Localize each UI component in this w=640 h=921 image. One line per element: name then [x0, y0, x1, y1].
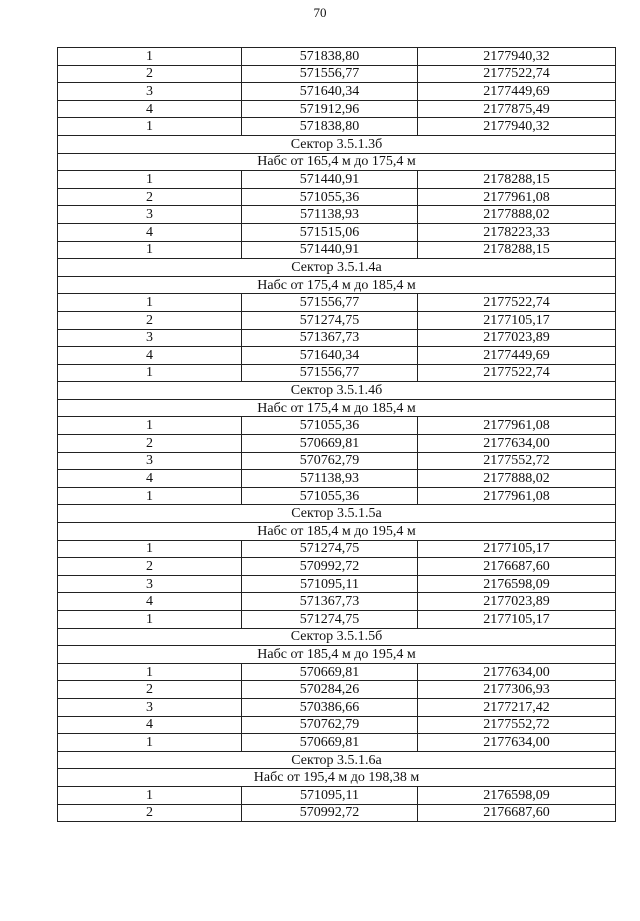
- x-coordinate: 571055,36: [242, 188, 418, 206]
- section-header-row: [58, 382, 616, 400]
- point-number: 2: [58, 188, 242, 206]
- point-number: 1: [58, 540, 242, 558]
- table-row: [58, 540, 616, 558]
- x-coordinate: 571367,73: [242, 329, 418, 347]
- x-coordinate: 571440,91: [242, 171, 418, 189]
- section-header-row: [58, 646, 616, 664]
- y-coordinate: 2177522,74: [418, 294, 616, 312]
- x-coordinate: 571274,75: [242, 540, 418, 558]
- table-row: [58, 558, 616, 576]
- table-row: [58, 188, 616, 206]
- y-coordinate: 2177634,00: [418, 663, 616, 681]
- table-row: [58, 804, 616, 822]
- x-coordinate: 570669,81: [242, 435, 418, 453]
- y-coordinate: 2177105,17: [418, 611, 616, 629]
- y-coordinate: 2177961,08: [418, 417, 616, 435]
- x-coordinate: 571138,93: [242, 470, 418, 488]
- x-coordinate: 570762,79: [242, 452, 418, 470]
- y-coordinate: 2177449,69: [418, 83, 616, 101]
- point-number: 2: [58, 804, 242, 822]
- table-row: [58, 575, 616, 593]
- table-row: [58, 241, 616, 259]
- section-header: Сектор 3.5.1.6а: [58, 751, 616, 769]
- table-row: [58, 65, 616, 83]
- x-coordinate: 571640,34: [242, 347, 418, 365]
- table-row: [58, 48, 616, 66]
- point-number: 1: [58, 118, 242, 136]
- x-coordinate: 570284,26: [242, 681, 418, 699]
- table-row: [58, 118, 616, 136]
- y-coordinate: 2176598,09: [418, 575, 616, 593]
- point-number: 4: [58, 347, 242, 365]
- table-row: [58, 698, 616, 716]
- section-header: Сектор 3.5.1.5б: [58, 628, 616, 646]
- y-coordinate: 2177023,89: [418, 593, 616, 611]
- x-coordinate: 571440,91: [242, 241, 418, 259]
- coordinates-table: [57, 47, 616, 822]
- table-row: [58, 470, 616, 488]
- table-row: [58, 83, 616, 101]
- section-header: Сектор 3.5.1.5а: [58, 505, 616, 523]
- y-coordinate: 2176687,60: [418, 804, 616, 822]
- table-row: [58, 716, 616, 734]
- section-header: Набс от 165,4 м до 175,4 м: [58, 153, 616, 171]
- point-number: 1: [58, 241, 242, 259]
- page-number: 70: [313, 5, 327, 20]
- coordinates-table-body: [58, 48, 616, 822]
- y-coordinate: 2177940,32: [418, 48, 616, 66]
- y-coordinate: 2177961,08: [418, 487, 616, 505]
- section-header-row: [58, 259, 616, 277]
- y-coordinate: 2177875,49: [418, 100, 616, 118]
- x-coordinate: 571274,75: [242, 311, 418, 329]
- section-header-row: [58, 135, 616, 153]
- y-coordinate: 2177023,89: [418, 329, 616, 347]
- table-row: [58, 435, 616, 453]
- x-coordinate: 571055,36: [242, 417, 418, 435]
- table-row: [58, 417, 616, 435]
- x-coordinate: 571556,77: [242, 65, 418, 83]
- section-header: Сектор 3.5.1.3б: [58, 135, 616, 153]
- table-row: [58, 171, 616, 189]
- y-coordinate: 2177105,17: [418, 311, 616, 329]
- section-header-row: [58, 399, 616, 417]
- table-row: [58, 786, 616, 804]
- point-number: 1: [58, 364, 242, 382]
- x-coordinate: 571095,11: [242, 786, 418, 804]
- x-coordinate: 570992,72: [242, 804, 418, 822]
- point-number: 3: [58, 698, 242, 716]
- section-header-row: [58, 751, 616, 769]
- point-number: 2: [58, 435, 242, 453]
- table-row: [58, 452, 616, 470]
- point-number: 4: [58, 223, 242, 241]
- y-coordinate: 2178223,33: [418, 223, 616, 241]
- x-coordinate: 571912,96: [242, 100, 418, 118]
- table-row: [58, 223, 616, 241]
- point-number: 4: [58, 593, 242, 611]
- section-header: Сектор 3.5.1.4а: [58, 259, 616, 277]
- section-header: Набс от 175,4 м до 185,4 м: [58, 276, 616, 294]
- table-row: [58, 611, 616, 629]
- point-number: 1: [58, 48, 242, 66]
- x-coordinate: 571367,73: [242, 593, 418, 611]
- point-number: 1: [58, 734, 242, 752]
- section-header-row: [58, 505, 616, 523]
- point-number: 1: [58, 786, 242, 804]
- table-row: [58, 311, 616, 329]
- point-number: 4: [58, 100, 242, 118]
- point-number: 2: [58, 65, 242, 83]
- table-row: [58, 329, 616, 347]
- point-number: 1: [58, 611, 242, 629]
- section-header-row: [58, 769, 616, 787]
- section-header-row: [58, 276, 616, 294]
- section-header: Набс от 185,4 м до 195,4 м: [58, 523, 616, 541]
- x-coordinate: 571838,80: [242, 118, 418, 136]
- point-number: 1: [58, 171, 242, 189]
- table-row: [58, 364, 616, 382]
- point-number: 2: [58, 681, 242, 699]
- y-coordinate: 2177552,72: [418, 452, 616, 470]
- x-coordinate: 571274,75: [242, 611, 418, 629]
- x-coordinate: 570669,81: [242, 734, 418, 752]
- y-coordinate: 2177522,74: [418, 65, 616, 83]
- point-number: 3: [58, 83, 242, 101]
- y-coordinate: 2177217,42: [418, 698, 616, 716]
- point-number: 1: [58, 417, 242, 435]
- x-coordinate: 571138,93: [242, 206, 418, 224]
- x-coordinate: 571055,36: [242, 487, 418, 505]
- table-row: [58, 663, 616, 681]
- y-coordinate: 2177552,72: [418, 716, 616, 734]
- y-coordinate: 2177105,17: [418, 540, 616, 558]
- x-coordinate: 570992,72: [242, 558, 418, 576]
- x-coordinate: 570669,81: [242, 663, 418, 681]
- section-header: Набс от 195,4 м до 198,38 м: [58, 769, 616, 787]
- x-coordinate: 571095,11: [242, 575, 418, 593]
- table-row: [58, 734, 616, 752]
- y-coordinate: 2177888,02: [418, 470, 616, 488]
- x-coordinate: 571556,77: [242, 294, 418, 312]
- point-number: 1: [58, 663, 242, 681]
- point-number: 4: [58, 716, 242, 734]
- table-row: [58, 681, 616, 699]
- y-coordinate: 2176598,09: [418, 786, 616, 804]
- x-coordinate: 570762,79: [242, 716, 418, 734]
- y-coordinate: 2178288,15: [418, 171, 616, 189]
- point-number: 3: [58, 329, 242, 347]
- x-coordinate: 571640,34: [242, 83, 418, 101]
- y-coordinate: 2177940,32: [418, 118, 616, 136]
- x-coordinate: 571556,77: [242, 364, 418, 382]
- y-coordinate: 2177449,69: [418, 347, 616, 365]
- y-coordinate: 2177961,08: [418, 188, 616, 206]
- point-number: 2: [58, 558, 242, 576]
- section-header: Набс от 185,4 м до 195,4 м: [58, 646, 616, 664]
- point-number: 3: [58, 452, 242, 470]
- point-number: 4: [58, 470, 242, 488]
- x-coordinate: 570386,66: [242, 698, 418, 716]
- point-number: 3: [58, 575, 242, 593]
- point-number: 3: [58, 206, 242, 224]
- section-header-row: [58, 523, 616, 541]
- y-coordinate: 2177306,93: [418, 681, 616, 699]
- point-number: 1: [58, 294, 242, 312]
- table-row: [58, 487, 616, 505]
- y-coordinate: 2178288,15: [418, 241, 616, 259]
- table-row: [58, 593, 616, 611]
- y-coordinate: 2176687,60: [418, 558, 616, 576]
- section-header: Сектор 3.5.1.4б: [58, 382, 616, 400]
- y-coordinate: 2177634,00: [418, 734, 616, 752]
- x-coordinate: 571515,06: [242, 223, 418, 241]
- point-number: 1: [58, 487, 242, 505]
- point-number: 2: [58, 311, 242, 329]
- table-row: [58, 294, 616, 312]
- table-row: [58, 347, 616, 365]
- table-row: [58, 206, 616, 224]
- table-row: [58, 100, 616, 118]
- section-header-row: [58, 628, 616, 646]
- y-coordinate: 2177888,02: [418, 206, 616, 224]
- section-header-row: [58, 153, 616, 171]
- x-coordinate: 571838,80: [242, 48, 418, 66]
- section-header: Набс от 175,4 м до 185,4 м: [58, 399, 616, 417]
- y-coordinate: 2177522,74: [418, 364, 616, 382]
- y-coordinate: 2177634,00: [418, 435, 616, 453]
